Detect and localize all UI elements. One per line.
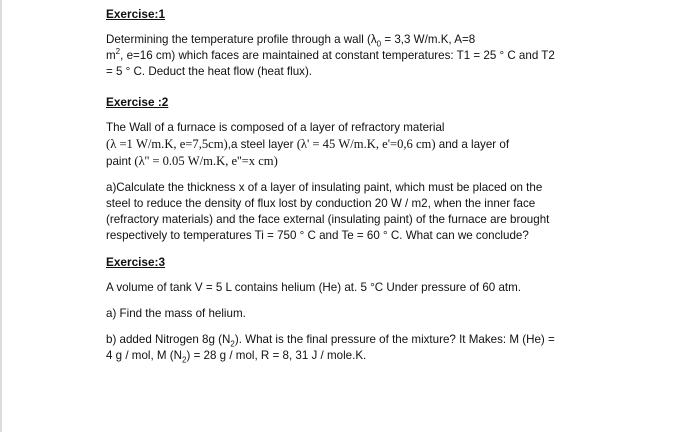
exercise-2-part-a-line-4: respectively to temperatures Ti = 750 ° C and Te = 60 ° C. What can we conclude?	[106, 229, 529, 242]
exercise-3-heading: Exercise:3	[106, 255, 166, 269]
exercise-2-part-a-line-3: (refractory materials) and the face external (insulating paint) of the furnace are brought	[106, 213, 550, 226]
exercise-3-part-b-line-1: b) added Nitrogen 8g $(N_2)$. What is the final pressure of the mixture? It Makes: M (He) =	[106, 333, 555, 349]
exercise-2-part-a-line-1: a)Calculate the thickness x of a layer of insulating paint, which must be placed on the	[106, 181, 543, 194]
exercise-1-line-3: = 5 ° C. Deduct the heat flow (heat flux).	[106, 65, 313, 78]
exercise-1-line-1: Determining the temperature profile through a wall ($\lambda_0 = 3,3$ W/m.K, A=8	[106, 33, 476, 49]
exercise-3-line-1: A volume of tank V = 5 L contains helium (He) at. 5 °C Under pressure of 60 atm.	[106, 281, 522, 294]
exercise-2-part-a-line-2: steel to reduce the density of flux lost by conduction 20 W / m2, when the inner face	[106, 197, 536, 210]
exercise-1-line-2: $m^2$, e=16 cm) which faces are maintained at constant temperatures: T1 = 25 ° C and T2	[106, 47, 555, 62]
exercise-2-heading: Exercise :2	[106, 95, 169, 109]
exercise-2-line-3: paint (λ'' = 0.05 W/m.K, e''=x cm)	[106, 154, 278, 168]
exercise-sheet	[106, 6, 596, 364]
exercise-1-heading: Exercise:1	[106, 7, 166, 21]
exercise-2-line-1: The Wall of a furnace is composed of a layer of refractory material	[106, 121, 445, 134]
exercise-3-part-a: a) Find the mass of helium.	[106, 307, 246, 320]
exercise-3-part-b-line-2: 4 g / mol, M $(N_2) = 28$ g / mol, R = 8, 31 J / mole.K.	[106, 349, 367, 365]
page-edge	[0, 0, 2, 432]
exercise-2-line-2: (λ =1 W/m.K, e=7,5cm),a steel layer (λ' = 45 W/m.K, e'=0,6 cm) and a layer of	[106, 137, 510, 151]
